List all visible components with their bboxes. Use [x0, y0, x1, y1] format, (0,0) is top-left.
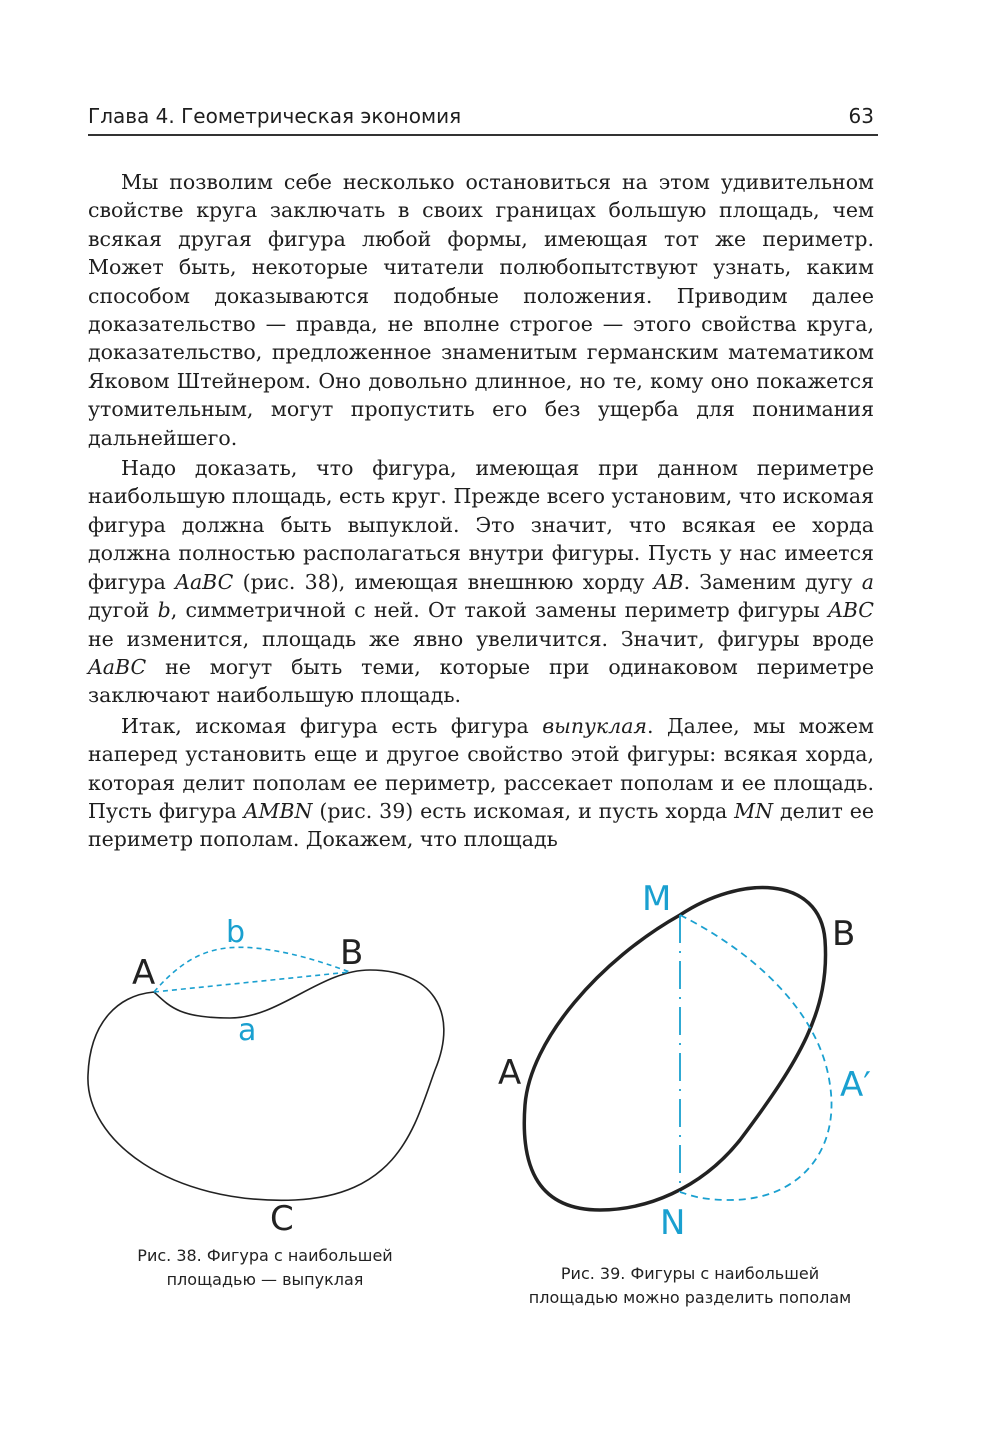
figure-38-caption-line2: площадью — выпуклая — [166, 1270, 364, 1289]
text-run: Надо доказать, что фигура, имеющая при данном периметре наибольшую площадь, есть круг. Прежде всего установим, что искомая фигура должна быть выпуклой. Это значит, что всякая ее хорда должна полностью располагаться внутри фигуры. Пусть у нас имеется фигура — [88, 456, 874, 594]
italic-term: AB — [653, 569, 684, 594]
body-text — [88, 168, 874, 856]
figure-39 — [480, 870, 900, 1250]
fig38-label-C: C — [270, 1199, 294, 1239]
paragraph — [88, 168, 874, 452]
italic-term: AaBC — [175, 569, 234, 594]
figure-38 — [80, 910, 470, 1240]
text-run: (рис. 39) есть искомая, и пусть хорда — [312, 798, 735, 823]
fig39-label-M: M — [642, 879, 672, 919]
fig39-reflected-arc — [680, 915, 832, 1200]
fig38-label-a: a — [238, 1013, 257, 1048]
figure-39-caption-line2: площадью можно разделить пополам — [528, 1288, 852, 1307]
fig38-outline — [88, 970, 444, 1200]
italic-term: AMBN — [243, 798, 313, 823]
fig38-label-b: b — [226, 915, 246, 950]
fig38-chord-ab — [154, 972, 350, 992]
fig39-label-N: N — [660, 1203, 686, 1243]
text-run: делит ее периметр пополам. Докажем, что площадь — [88, 798, 875, 852]
fig39-outline — [524, 888, 825, 1210]
text-run: , симметричной с ней. От такой замены периметр фигуры — [170, 598, 829, 623]
paragraph — [88, 454, 874, 710]
italic-term: ABC — [828, 598, 874, 623]
italic-term: AaBC — [88, 654, 147, 679]
figure-39-drawing — [480, 870, 900, 1250]
figure-38-caption — [100, 1244, 430, 1292]
figure-38-caption-line1: Рис. 38. Фигура с наибольшей — [137, 1246, 393, 1265]
fig39-label-B: B — [832, 914, 856, 954]
fig38-label-B: B — [340, 933, 364, 973]
text-run: Итак, искомая фигура есть фигура — [121, 713, 543, 738]
page-header — [88, 98, 878, 134]
figure-39-caption-line1: Рис. 39. Фигуры с наибольшей — [560, 1264, 820, 1283]
page-number: 63 — [848, 104, 874, 128]
figure-39-caption — [500, 1262, 880, 1310]
italic-term: a — [861, 569, 874, 594]
text-run: не изменится, площадь же явно увеличится. Значит, фигуры вроде — [88, 626, 874, 651]
text-run: . Далее, мы можем наперед установить еще и другое свойство этой фигуры: всякая хорда, которая делит пополам ее периметр, рассекает пополам и ее площадь. Пусть фигура — [88, 713, 875, 823]
text-run: не могут быть теми, которые при одинаковом периметре заключают наибольшую площадь. — [88, 654, 874, 708]
text-run: Мы позволим себе несколько остановиться на этом удивительном свойстве круга заключать в своих границах большую площадь, чем всякая другая фигура любой формы, имеющая тот же периметр. Может быть, некоторые читатели полюбопытствуют узнать, каким способом доказываются подобные положения. Приводим далее доказательство — правда, не вполне строгое — этого свойства круга, доказательство, предложенное знаменитым германским математиком Яковом Штейнером. Оно довольно длинное, но те, кому оно покажется утомительным, могут пропустить его без ущерба для понимания дальнейшего. — [88, 170, 874, 450]
italic-term: b — [157, 598, 171, 623]
chapter-title: Глава 4. Геометрическая экономия — [88, 104, 462, 128]
figure-38-drawing — [80, 910, 470, 1240]
italic-term: выпуклая — [542, 713, 647, 738]
text-run: . Заменим дугу — [683, 569, 862, 594]
fig38-arc-b — [154, 947, 350, 992]
text-run: дугой — [88, 598, 158, 623]
paragraph — [88, 712, 874, 854]
fig38-label-A: A — [132, 953, 156, 993]
fig39-label-A-prime: A′ — [840, 1065, 871, 1105]
header-rule — [88, 134, 878, 136]
fig39-label-A: A — [498, 1053, 522, 1093]
italic-term: MN — [734, 798, 774, 823]
text-run: (рис. 38), имеющая внешнюю хорду — [233, 569, 654, 594]
